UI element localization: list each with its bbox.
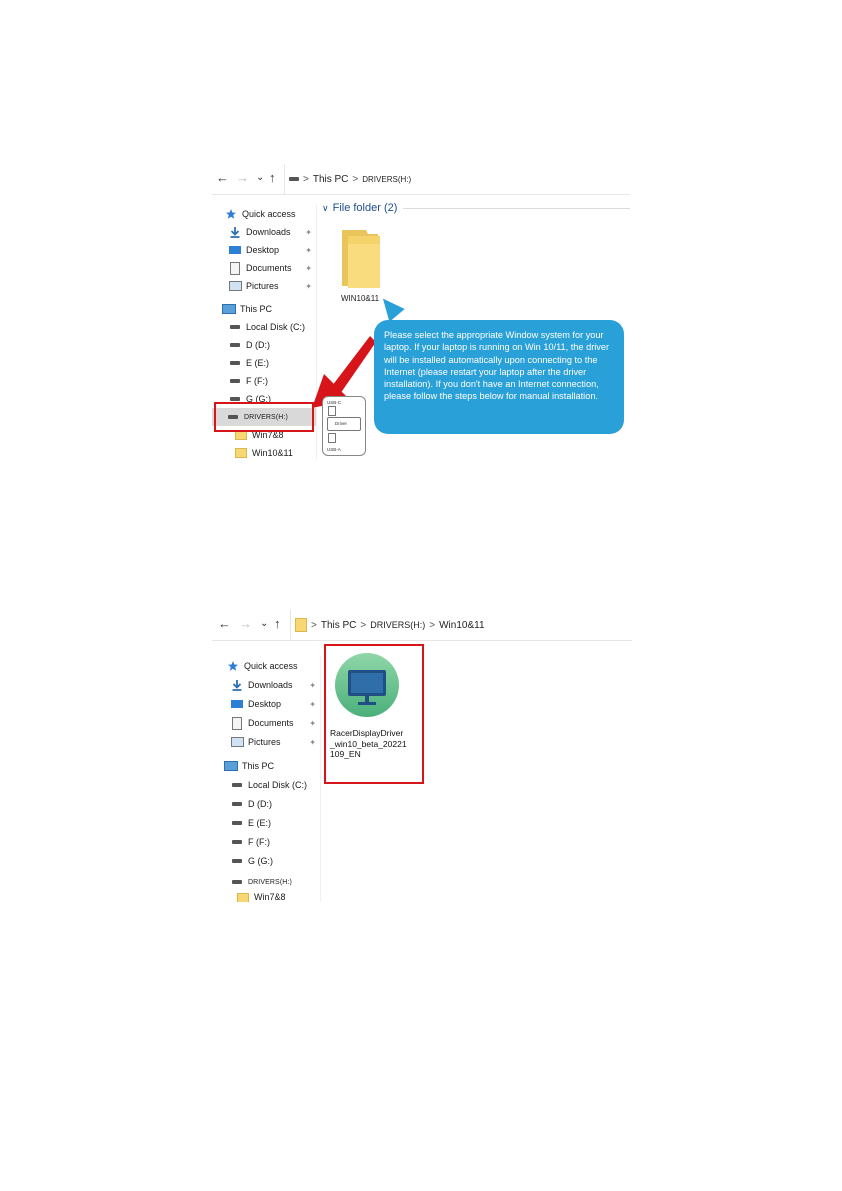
- pin-icon[interactable]: ✦: [309, 737, 316, 747]
- sidebar-item-label: Quick access: [242, 209, 296, 219]
- pin-icon[interactable]: ✦: [309, 680, 316, 690]
- sidebar-item-label: Quick access: [244, 661, 298, 671]
- sidebar-item-downloads[interactable]: [212, 224, 316, 240]
- usb-a-label: USB-A: [327, 447, 341, 452]
- sidebar-item-label: Downloads: [248, 680, 293, 690]
- sidebar-item-pictures[interactable]: [212, 278, 316, 294]
- folder-icon: [234, 447, 248, 459]
- file-item-racer-display-driver[interactable]: [330, 650, 422, 780]
- back-arrow-icon[interactable]: ←: [216, 170, 229, 185]
- drive-icon: [228, 357, 242, 369]
- sidebar-item-this-pc[interactable]: [212, 301, 316, 317]
- drive-icon: [230, 779, 244, 791]
- sidebar-item-drive-g[interactable]: [212, 853, 320, 869]
- file-name-line: 109_EN: [330, 749, 361, 759]
- sidebar-item-this-pc[interactable]: [212, 758, 320, 774]
- sidebar-item-label: Documents: [246, 263, 292, 273]
- sidebar-item-label: E (E:): [248, 818, 272, 828]
- sidebar-item-label: Desktop: [246, 245, 280, 255]
- breadcrumb-separator: >: [360, 619, 367, 631]
- download-arrow-icon: [228, 226, 242, 238]
- sidebar-item-label: D (D:): [246, 340, 270, 350]
- file-name-line: _win10_beta_20221: [330, 738, 407, 749]
- sidebar-item-label: G (G:): [246, 394, 271, 404]
- drive-icon: [228, 321, 242, 333]
- callout-bubble: [374, 320, 624, 434]
- pin-icon[interactable]: ✦: [305, 227, 312, 237]
- breadcrumb-drivers[interactable]: DRIVERS(H:): [362, 174, 412, 184]
- sidebar-item-drive-f[interactable]: [212, 373, 316, 389]
- folder-icon: [336, 226, 386, 288]
- sidebar-item-label: E (E:): [246, 358, 270, 368]
- star-icon: [226, 660, 240, 672]
- breadcrumb-separator: >: [429, 619, 436, 631]
- drivers-highlight-box: [214, 402, 314, 432]
- usb-adapter-diagram: [322, 396, 366, 456]
- chevron-down-icon[interactable]: ∨: [322, 202, 329, 213]
- pin-icon[interactable]: ✦: [309, 718, 316, 728]
- up-arrow-icon[interactable]: ↑: [274, 616, 281, 631]
- folder-name-label: WIN10&11: [340, 294, 380, 303]
- sidebar-item-local-disk-c[interactable]: [212, 777, 320, 793]
- sidebar-item-label: Desktop: [248, 699, 282, 709]
- sidebar-item-local-disk-c[interactable]: [212, 319, 316, 335]
- computer-icon: [224, 760, 238, 772]
- monitor-app-icon: [334, 652, 400, 718]
- drive-icon: [230, 798, 244, 810]
- usb-connector-icon: [328, 433, 336, 443]
- sidebar-item-desktop[interactable]: [212, 242, 316, 258]
- sidebar-item-label: DRIVERS(H:): [244, 413, 288, 421]
- breadcrumb-separator: >: [303, 173, 309, 185]
- explorer-screenshot-drivers: [212, 164, 630, 460]
- group-header-divider: [403, 208, 630, 209]
- sidebar-item-label: Downloads: [246, 227, 291, 237]
- sidebar-item-label: D (D:): [248, 799, 272, 809]
- sidebar-item-label: This PC: [242, 761, 275, 771]
- breadcrumb: [290, 610, 485, 640]
- sidebar-item-label: Win7&8: [254, 892, 286, 902]
- breadcrumb-separator: >: [352, 173, 359, 185]
- desktop-icon: [228, 244, 242, 256]
- sidebar-item-documents[interactable]: [212, 260, 316, 276]
- sidebar-item-label: Documents: [248, 718, 294, 728]
- sidebar-item-label: Win7&8: [252, 430, 284, 440]
- sidebar-item-label: DRIVERS(H:): [248, 878, 292, 886]
- sidebar-item-drive-d[interactable]: [212, 796, 320, 812]
- recent-locations-chevron-icon[interactable]: ⌄: [256, 172, 265, 183]
- folder-item-win10-11[interactable]: [330, 226, 390, 306]
- drive-icon: [230, 876, 244, 888]
- star-icon: [224, 208, 238, 220]
- up-arrow-icon[interactable]: ↑: [269, 170, 276, 185]
- drive-icon: [289, 177, 299, 181]
- pin-icon[interactable]: ✦: [305, 245, 312, 255]
- sidebar-item-label: Win10&11: [252, 448, 293, 458]
- drive-icon: [230, 855, 244, 867]
- driver-label: Driver: [335, 421, 347, 426]
- forward-arrow-icon[interactable]: →: [239, 616, 252, 631]
- sidebar-item-desktop[interactable]: [212, 696, 320, 712]
- breadcrumb-separator: >: [311, 619, 317, 631]
- sidebar-item-drive-d[interactable]: [212, 337, 316, 353]
- download-arrow-icon: [230, 679, 244, 691]
- documents-icon: [230, 717, 244, 729]
- documents-icon: [228, 262, 242, 274]
- navigation-bar: [212, 164, 630, 195]
- drive-icon: [228, 339, 242, 351]
- file-name-line: RacerDisplayDriver: [330, 728, 404, 738]
- sidebar-item-label: F (F:): [248, 837, 270, 847]
- computer-icon: [222, 303, 236, 315]
- sidebar-item-label: This PC: [240, 304, 273, 314]
- drive-icon: [230, 836, 244, 848]
- sidebar-item-quick-access[interactable]: [212, 206, 316, 222]
- sidebar-item-folder-win10-11[interactable]: [212, 445, 316, 460]
- forward-arrow-icon[interactable]: →: [236, 170, 249, 185]
- breadcrumb-this-pc[interactable]: This PC: [312, 173, 349, 185]
- back-arrow-icon[interactable]: ←: [218, 616, 231, 631]
- sidebar-item-drive-e[interactable]: [212, 355, 316, 371]
- pictures-icon: [230, 736, 244, 748]
- group-header-file-folder[interactable]: [316, 200, 630, 216]
- breadcrumb-win10-11[interactable]: Win10&11: [439, 619, 485, 631]
- pictures-icon: [228, 280, 242, 292]
- sidebar-item-drive-f[interactable]: [212, 834, 320, 850]
- sidebar-item-drive-e[interactable]: [212, 815, 320, 831]
- sidebar-item-downloads[interactable]: [212, 677, 320, 693]
- file-name-label: [330, 728, 422, 760]
- folder-icon: [236, 892, 250, 902]
- sidebar-item-label: G (G:): [248, 856, 273, 866]
- breadcrumb: [284, 164, 411, 194]
- pin-icon[interactable]: ✦: [309, 699, 316, 709]
- sidebar-item-drivers-h[interactable]: [212, 874, 320, 890]
- drive-icon: [230, 817, 244, 829]
- navigation-pane: [212, 656, 321, 902]
- drive-icon: [228, 375, 242, 387]
- sidebar-item-label: Pictures: [248, 737, 281, 747]
- sidebar-item-quick-access[interactable]: [212, 658, 320, 674]
- sidebar-item-pictures[interactable]: [212, 734, 320, 750]
- folder-icon: [295, 618, 307, 632]
- desktop-icon: [230, 698, 244, 710]
- explorer-screenshot-win10-11: [212, 610, 632, 902]
- sidebar-item-label: Pictures: [246, 281, 279, 291]
- pin-icon[interactable]: ✦: [305, 281, 312, 291]
- pin-icon[interactable]: ✦: [305, 263, 312, 273]
- sidebar-item-label: F (F:): [246, 376, 268, 386]
- navigation-bar: [212, 610, 632, 641]
- breadcrumb-this-pc[interactable]: This PC: [320, 619, 357, 631]
- breadcrumb-drivers[interactable]: DRIVERS(H:): [370, 620, 426, 630]
- callout-text: Please select the appropriate Window system for your laptop. If your laptop is running on Win 10/11, the driver will be installed automatically upon connecting to the Internet (please restart your laptop after the driver installation). If you don't have an Internet connection, please follow the steps below for manual installation.: [384, 330, 610, 402]
- recent-locations-chevron-icon[interactable]: ⌄: [260, 618, 269, 629]
- sidebar-item-label: Local Disk (C:): [248, 780, 308, 790]
- usb-c-label: USB-C: [327, 400, 342, 405]
- sidebar-item-folder-win7-8[interactable]: [212, 892, 320, 902]
- usb-connector-icon: [328, 406, 336, 416]
- sidebar-item-documents[interactable]: [212, 715, 320, 731]
- group-header-label: File folder (2): [332, 202, 398, 214]
- sidebar-item-label: Local Disk (C:): [246, 322, 306, 332]
